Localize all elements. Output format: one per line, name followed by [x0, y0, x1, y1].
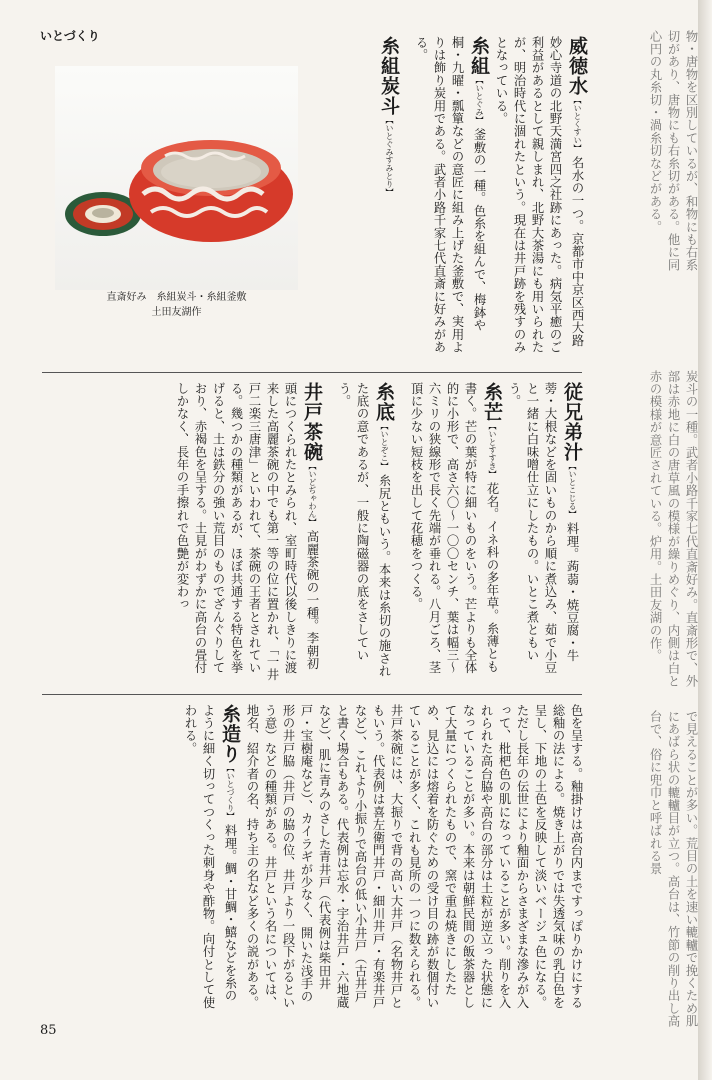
figure-photo: [55, 66, 298, 290]
entry-itosusuki: [407, 382, 505, 682]
entry-body: 料理。蒟蒻・焼豆腐・牛蒡・大根などを固いものから順に煮込み、茹で小豆と一緒に白味噌仕立にしたもの。いとこ煮ともいう。: [507, 382, 579, 675]
page-number: 85: [40, 1023, 57, 1038]
reading: 【いとこじる】: [568, 462, 577, 518]
reading: 【いとぞこ】: [380, 422, 389, 470]
entry-body: 釜敷の一種。色糸を組んで、梅鉢や桐・九曜・瓢簞などの意匠に組み上げた釜敷で、実用よりは飾り炭用である。武者小路千家七代直斎に好みがある。: [414, 36, 486, 354]
reading: 【いどぢゃわん】: [308, 462, 317, 526]
idochawan-continuation: 色を呈する。釉掛けは高台内まですっぽりかけにする総釉の法による。焼き上がりでは失透気味の乳白色を呈し、下地の土色を反映して淡いベージュ色になる。ただし長年の伝世により釉面からさまざまな滲みが入って、枇杷色の肌になっていることが多い。削りを入れられた高台脇や高台の部分は土粒が逆立った状態になっていることが多い。本来は朝鮮民間の飯茶器として大量につくられたもので、窯で重ね焼きにしたため、見込には熔着を防ぐための受け目の跡が数個付いていることが多く、これも見所の一つに数えられる。井戸茶碗には、大振りで背の高い大井戸（名物井戸ともいう。代表例は喜左衛門井戸・細川井戸・有楽井戸など）、これより小振りで高台の低い小井戸（古井戸と書く場合もある。代表例は忘水・宇治井戸・六地蔵など）、肌に青みのさした青井戸（代表例は柴田井戸・宝樹庵など）、カイラギが少なく、開いた浅手の形の井戸脇（井戸の脇の位、井戸より一段下がるという意）などの種類がある。井戸という名については、地名、紹介者の名、持ち主の名など多くの説がある。: [245, 704, 583, 1009]
row-divider: [42, 694, 582, 695]
bleed-upper: 物・唐物を区別しているが、和物にも右系切があり、唐物にも右糸切がある。他に同心円の丸糸切・渦糸切などがある。: [648, 30, 698, 272]
entry-body: 糸尻ともいう。本来は糸切の施された底の意であるが、一般に陶磁器の底をさしていう。: [337, 382, 391, 678]
reading: 【いとぐみ】: [475, 76, 484, 124]
reading: 【いとすすき】: [488, 422, 497, 478]
headword: 井戸茶碗: [301, 382, 323, 462]
entry-body: 高麗茶碗の一種。李朝初頭につくられたとみられ、室町時代以後しきりに渡来した高麗茶碗の中でも第一等の位に置かれ、「一井戸二楽三唐津」といわれて、茶碗の王者とされている。幾つかの種類があるが、ほぼ共通する特色を挙げると、土は鉄分の強い荒目のものでざんぐりしており、赤褐色を呈する。土見がわずかに高台の畳付しかなく、長年の手擦れで色艶が変わっ: [175, 382, 319, 681]
bleed-middle: 炭斗の一種。武者小路千家七代直斎好み。直斎形で、外部は赤地に白の唐草風の模様が繰りめぐり、内側は白と赤の模様が意匠されている。炉用。土田友湖の作。: [648, 370, 698, 688]
reading: 【いとぐみすみとり】: [385, 116, 394, 196]
entry-itozukuri: [181, 704, 243, 1009]
entry-iitokusui: [492, 36, 590, 354]
caption-line-2: 土田友湖作: [151, 307, 202, 318]
lower-text: [40, 704, 585, 1009]
reading: 【いとづくり】: [226, 764, 235, 820]
headword: 糸底: [373, 382, 395, 422]
headword: 糸芒: [481, 382, 503, 422]
headword: 糸組炭斗: [378, 36, 400, 116]
entry-body: 名水の一つ。京都市中京区西大路妙心寺道の北野天満宮四之社跡にあった。病気平癒のご利益があるとして親しまれ、北野大茶湯にも用いられたが、明治時代に涸れたという。現在は井戸跡を残すのみとなっている。: [494, 36, 584, 354]
entry-itogumisumitori: [376, 36, 402, 354]
basket-illustration: [55, 66, 298, 290]
headword: 糸造り: [219, 704, 241, 764]
figure-caption: [55, 290, 298, 320]
headword: 糸組: [468, 36, 490, 76]
middle-text: [40, 382, 585, 682]
running-head: いとづくり: [40, 29, 100, 43]
headword: 威徳水: [566, 36, 588, 96]
entry-itogumi: [412, 36, 492, 354]
entry-itozoko: [335, 382, 397, 682]
page-gutter: [698, 0, 712, 1080]
row-divider: [42, 372, 582, 373]
caption-line-1: 直斎好み 糸組炭斗・糸組釜敷: [106, 292, 247, 303]
entry-body: 料理。鯛・甘鯛・鱚などを糸のように細く切ってつくった刺身や酢物。向付として使われる。: [183, 704, 237, 1009]
upper-right-text: [305, 36, 590, 354]
bleed-lower: で見えることが多い。荒目の土を速い轆轤で挽くため肌にあばら状の轆轤目が立つ。高台は、竹節の削り出し高台で、俗に兜巾と呼ばれる景: [648, 710, 698, 1028]
entry-body: 花名。イネ科の多年草。糸薄とも書く。芒の葉が特に細いものをいう。芒よりも全体的に小形で、高さ六〇〜一〇〇センチ、葉は幅三〜六ミリの狭線形で長く先端が垂れる。八月ごろ、茎頂に少ない短枝を出して花穂をつくる。: [409, 382, 499, 675]
headword: 従兄弟汁: [561, 382, 583, 462]
entry-itokotojiru: [505, 382, 585, 682]
entry-idochawan: [173, 382, 325, 682]
reading: 【いとくすい】: [573, 96, 582, 152]
previous-page-bleed: [580, 30, 700, 1030]
